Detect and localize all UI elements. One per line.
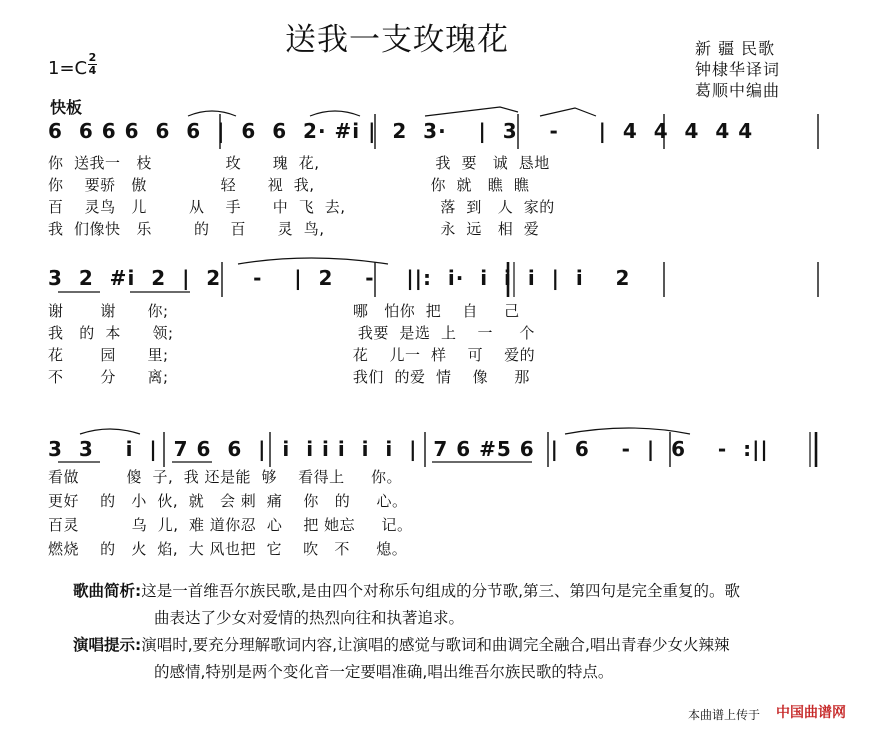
intro-block [73,578,740,632]
lyric-row-2-verse-3: 花 园 里; 花 儿一 样 可 爱的 [48,346,536,364]
lyric-row-3-verse-4: 燃烧 的 火 焰, 大 风也把 它 吹 不 熄。 [48,540,408,558]
time-signature [88,52,97,77]
lyric-row-1-verse-2: 你 要骄 傲 轻 视 我, 你 就 瞧 瞧 [48,176,530,194]
tips-label: 演唱提示: [73,636,142,654]
notation-row-1: 6 6 6 6 6 6 | 6 6 2· #i | 2 3· | 3 - | 4 4 4 4 4 [48,119,754,143]
credit-lyricist: 钟棣华译词 [695,60,781,79]
song-title: 送我一支玫瑰花 [285,22,509,58]
tips-line-1: 演唱时,要充分理解歌词内容,让演唱的感觉与歌词和曲调完全融合,唱出青春少女火辣辣 [141,636,730,654]
notation-row-2: 3 2 #i 2 | 2 - | 2 - ||: i· i i i | i 2 [48,266,631,290]
time-signature-bottom: 4 [88,64,97,77]
tips-line-2: 的感情,特别是两个变化音一定要唱准确,唱出维吾尔族民歌的特点。 [154,663,614,681]
intro-line-1: 这是一首维吾尔族民歌,是由四个对称乐句组成的分节歌,第三、第四句是完全重复的。歌 [141,582,741,600]
tips-block [73,632,730,686]
lyric-row-3-verse-3: 百灵 乌 儿, 难 道你忍 心 把 她忘 记。 [48,516,413,534]
intro-line-2: 曲表达了少女对爱情的热烈向往和执著追求。 [154,609,465,627]
credit-arranger: 葛顺中编曲 [695,81,781,100]
lyric-row-1-verse-1: 你 送我一 枝 玫 瑰 花, 我 要 诚 恳地 [48,154,550,172]
key-signature: 1=C [48,58,88,79]
site-logo: 中国曲谱网 [776,705,846,721]
lyric-row-3-verse-1: 看做 傻 子, 我 还是能 够 看得上 你。 [48,468,402,486]
time-signature-top: 2 [88,51,97,64]
lyric-row-2-verse-2: 我 的 本 领; 我要 是选 上 一 个 [48,324,535,342]
lyric-row-1-verse-3: 百 灵鸟 儿 从 手 中 飞 去, 落 到 人 家的 [48,198,555,216]
credit-origin: 新 疆 民歌 [695,39,776,58]
lyric-row-3-verse-2: 更好 的 小 伙, 就 会 刺 痛 你 的 心。 [48,492,408,510]
lyric-row-2-verse-4: 不 分 离; 我们 的爱 情 像 那 [48,368,530,386]
tempo-marking: 快板 [50,98,83,117]
row-1-marks [0,104,876,154]
intro-label: 歌曲简析: [73,582,142,600]
notation-row-3: 3 3 i | 7 6 6 | i i i i i i | 7 6 #5 6 | 6 - | 6 - :|| [48,437,769,461]
lyric-row-2-verse-1: 谢 谢 你; 哪 怕你 把 自 己 [48,302,520,320]
row-2-marks [0,252,876,302]
lyric-row-1-verse-4: 我 们像快 乐 的 百 灵 鸟, 永 远 相 爱 [48,220,540,238]
row-3-marks [0,422,876,472]
upload-note: 本曲谱上传于 [688,708,761,722]
